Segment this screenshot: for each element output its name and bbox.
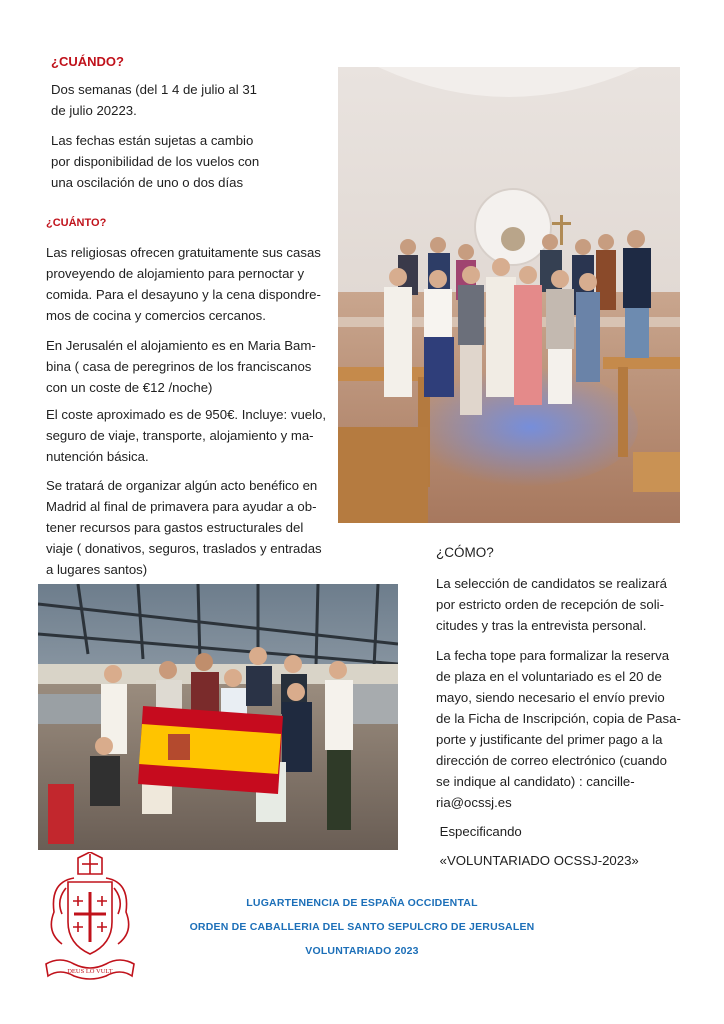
como-paragraph-1: La selección de candidatos se realizará por estricto orden de recepción de soli- citudes y tras la entrevista personal. xyxy=(436,576,667,633)
cuando-paragraph-1: Dos semanas (del 1 4 de julio al 31 de julio 20223. xyxy=(51,82,257,118)
cuanto-paragraph-2: En Jerusalén el alojamiento es en Maria Bam- bina ( casa de peregrinos de los franciscanos con un coste de €12 /noche) xyxy=(46,338,316,395)
como-paragraph-2: La fecha tope para formalizar la reserva de plaza en el voluntariado es el 20 de mayo, siendo necesario el envío previo de la Ficha de Inscripción, copia de Pasa- porte y justificante del primer pago a la dirección de correo electrónico (cuando se indique al candidato) : cancille- ria@ocssj.es xyxy=(436,648,681,810)
cuanto-paragraph-4: Se tratará de organizar algún acto benéfico en Madrid al final de primavera para ayudar a ob- tener recursos para gastos estructurales del viaje ( donativos, seguros, traslados y entradas a lugares santos) xyxy=(46,478,322,577)
cuanto-paragraph-1: Las religiosas ofrecen gratuitamente sus casas proveyendo de alojamiento para pernoctar y comida. Para el desayuno y la cena dispondre- mos de cocina y comercios cercanos. xyxy=(46,245,321,323)
footer-line-1: LUGARTENENCIA DE ESPAÑA OCCIDENTAL xyxy=(246,897,478,909)
emblem-motto: DEUS LO VULT xyxy=(67,968,113,975)
cuando-paragraph-2: Las fechas están sujetas a cambio por disponibilidad de los vuelos con una oscilación de uno o dos días xyxy=(51,133,260,190)
airport-group-photo xyxy=(38,584,398,850)
spain-flag xyxy=(138,706,283,794)
footer-line-3: VOLUNTARIADO 2023 xyxy=(305,945,419,957)
como-paragraph-4: «VOLUNTARIADO OCSSJ-2023» xyxy=(436,853,639,868)
footer-line-2: ORDEN DE CABALLERIA DEL SANTO SEPULCRO DE JERUSALEN xyxy=(189,921,535,933)
order-emblem xyxy=(40,852,140,982)
como-heading: ¿CÓMO? xyxy=(436,545,494,560)
como-paragraph-3: Especificando xyxy=(436,824,522,839)
cuanto-heading: ¿CUÁNTO? xyxy=(46,217,107,229)
chapel-group-photo xyxy=(338,67,680,523)
cuanto-paragraph-3: El coste aproximado es de 950€. Incluye: vuelo, seguro de viaje, transporte, alojamiento y ma- nutención básica. xyxy=(46,407,327,464)
cuando-heading: ¿CUÁNDO? xyxy=(51,54,124,69)
